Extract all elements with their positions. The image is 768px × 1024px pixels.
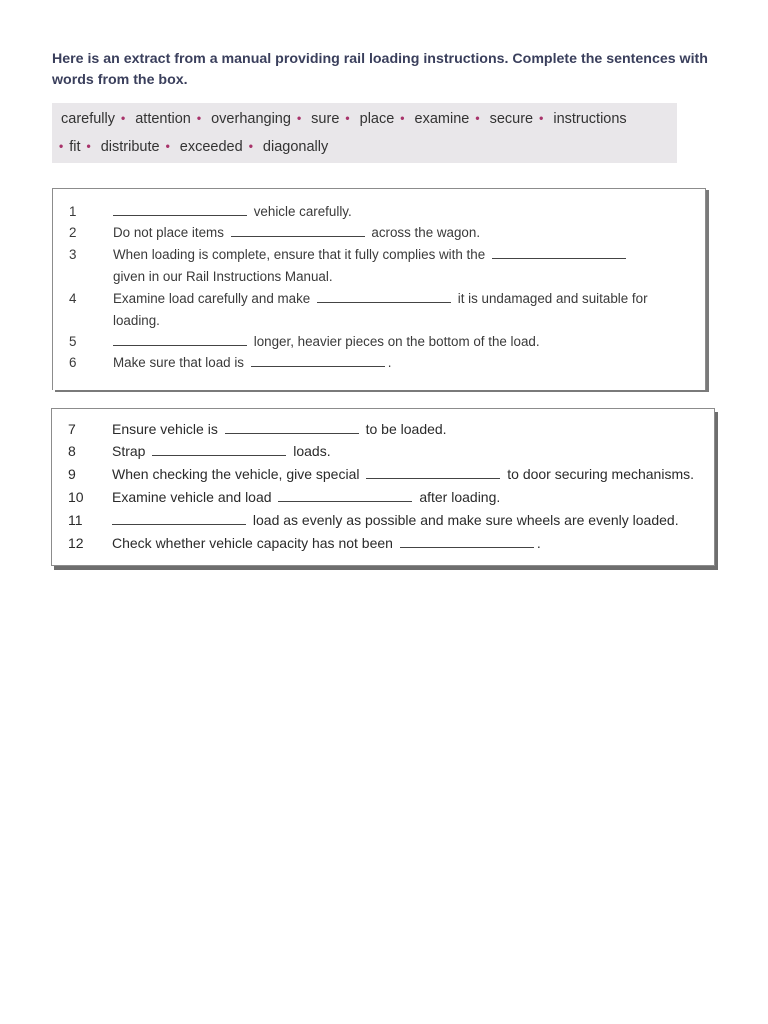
item-number: 8 [68, 443, 76, 459]
answer-blank[interactable] [152, 454, 286, 456]
sentence-text: . [387, 355, 392, 370]
sentence-text: When loading is complete, ensure that it fully complies with the [113, 247, 486, 262]
bullet-icon: • [86, 139, 91, 153]
sentence-text: Check whether vehicle capacity has not been [112, 535, 393, 551]
item-number: 10 [68, 489, 84, 505]
word-option: overhanging [211, 111, 291, 127]
sentence-text: load as evenly as possible and make sure wheels are evenly loaded. [252, 512, 679, 528]
sentence-text: Examine load carefully and make [113, 291, 311, 306]
bullet-icon: • [400, 111, 405, 125]
sentence-text: given in our Rail Instructions Manual. [113, 269, 333, 284]
word-box [52, 103, 677, 163]
bullet-icon: • [296, 111, 302, 125]
word-option: secure [489, 111, 534, 127]
sentence-text: vehicle carefully. [253, 204, 352, 219]
word-option: exceeded [179, 139, 243, 155]
instruction-line-1: Here is an extract from a manual providing rail loading instructions. Complete the sentences with [52, 51, 708, 67]
sentence-text: across the wagon. [371, 225, 481, 240]
answer-blank[interactable] [492, 257, 626, 259]
item-number: 5 [69, 334, 77, 349]
exercise-instruction [52, 49, 722, 91]
word-box-row-1 [61, 111, 627, 127]
sentence-text: . [536, 535, 541, 551]
sentences-box-2 [51, 408, 715, 566]
word-option: carefully [61, 111, 115, 127]
word-option: examine [414, 111, 470, 127]
bullet-icon: • [539, 111, 544, 125]
sentence-text: Examine vehicle and load [112, 489, 272, 505]
word-option: place [359, 111, 395, 127]
word-option: distribute [100, 139, 160, 155]
item-number: 9 [68, 466, 76, 482]
item-number: 11 [68, 512, 83, 528]
bullet-icon: • [475, 111, 480, 125]
answer-blank[interactable] [278, 500, 412, 502]
bullet-icon: • [345, 111, 350, 125]
sentence-text: When checking the vehicle, give special [112, 466, 360, 482]
item-number: 1 [69, 204, 77, 219]
answer-blank[interactable] [400, 546, 534, 548]
item-number: 7 [68, 421, 76, 437]
answer-blank[interactable] [113, 214, 247, 216]
bullet-icon: • [165, 139, 170, 153]
answer-blank[interactable] [225, 432, 359, 434]
word-option: attention [135, 111, 191, 127]
word-option: instructions [553, 111, 627, 127]
sentence-text: loading. [113, 313, 160, 328]
item-number: 3 [69, 247, 77, 262]
sentence-text: Strap [112, 443, 146, 459]
sentences-box-1 [52, 188, 706, 390]
item-number: 4 [69, 291, 77, 306]
sentence-text: after loading. [419, 489, 501, 505]
word-option: diagonally [262, 139, 329, 155]
sentence-text: Ensure vehicle is [112, 421, 218, 437]
answer-blank[interactable] [113, 344, 247, 346]
answer-blank[interactable] [251, 365, 385, 367]
bullet-icon: • [59, 139, 64, 153]
word-option: sure [311, 111, 340, 127]
instruction-line-2: words from the box. [52, 72, 188, 88]
item-number: 6 [69, 355, 77, 370]
sentence-text: loads. [293, 443, 331, 459]
answer-blank[interactable] [366, 477, 500, 479]
sentence-text: it is undamaged and suitable for [457, 291, 648, 306]
answer-blank[interactable] [112, 523, 246, 525]
sentence-text: longer, heavier pieces on the bottom of the load. [253, 334, 540, 349]
answer-blank[interactable] [317, 301, 451, 303]
bullet-icon: • [121, 111, 126, 125]
word-box-row-2 [59, 139, 328, 155]
answer-blank[interactable] [231, 235, 365, 237]
item-number: 2 [69, 225, 77, 240]
sentence-text: to door securing mechanisms. [507, 466, 695, 482]
item-number: 12 [68, 535, 84, 551]
bullet-icon: • [196, 111, 202, 125]
word-option: fit [69, 139, 81, 155]
sentence-text: Do not place items [113, 225, 224, 240]
sentence-text: Make sure that load is [113, 355, 244, 370]
sentence-text: to be loaded. [365, 421, 447, 437]
bullet-icon: • [248, 139, 253, 153]
